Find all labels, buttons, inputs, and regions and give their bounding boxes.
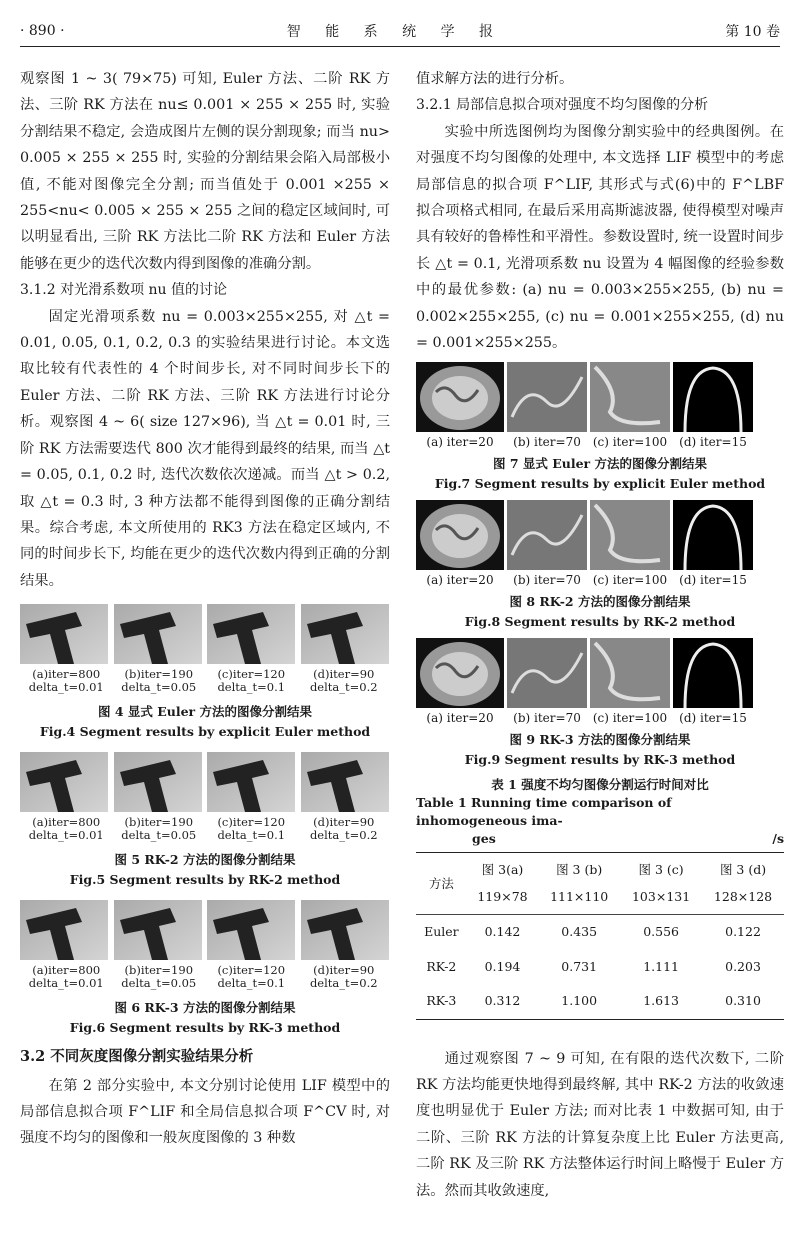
section-heading: 3.2 不同灰度图像分割实验结果分析 (20, 1048, 254, 1066)
subfigure-captions: (a) iter=20 (b) iter=70 (c) iter=100 (d) iter=15 (426, 573, 747, 588)
figure-caption-en: Fig.7 Segment results by explicit Euler method (434, 476, 766, 492)
figure-image (416, 362, 504, 432)
journal-name: 智 能 系 统 学 报 (286, 24, 504, 40)
figure-caption-cn: 图 6 RK-3 方法的图像分割结果 (114, 1000, 296, 1016)
figure-image (590, 500, 670, 570)
figure-7 (416, 362, 784, 494)
figure-image (507, 500, 587, 570)
subfigure-captions: (a)iter=800 delta_t=0.01 (b)iter=190 delta_t=0.05 (c)iter=120 delta_t=0.1 (d)iter=90 delta_t=0.2 (28, 963, 378, 991)
figure-image (673, 500, 753, 570)
subfigure-captions: (a) iter=20 (b) iter=70 (c) iter=100 (d) iter=15 (426, 435, 747, 450)
figure-caption-cn: 图 5 RK-2 方法的图像分割结果 (114, 852, 296, 868)
paragraph: 固定光滑项系数 nu = 0.003×255×255, 对 △t = 0.01, 0.05, 0.1, 0.2, 0.3 的实验结果进行讨论。本文选取比较有代表性的 4 个时间步长, 对不同时间步长下的 Euler 方法、二阶 RK 方法、三阶 RK 方法进行讨论分析。观察图 4 ~ 6( size 127×96), 当 △t = 0.01 时, 三阶 RK 方法需要迭代 800 次才能得到最终的结果, 而当 △t = 0.05, 0.1, 0.2 时, 迭代次数依次递减。而当 △t > 0.2, 取 △t = 0.3 时, 3 种方法都不能得到图像的正确分割结果。综合考虑, 本文所使用的 RK3 方法在稳定区域内, 不同的时间步长下, 均能在更少的迭代次数内得到正确的分割结果。 (20, 308, 390, 589)
running-header (20, 20, 780, 42)
figure-image (416, 638, 504, 708)
subfigure-captions: (a)iter=800 delta_t=0.01 (b)iter=190 delta_t=0.05 (c)iter=120 delta_t=0.1 (d)iter=90 delta_t=0.2 (28, 667, 378, 695)
figure-8 (416, 500, 784, 632)
paragraph: 通过观察图 7 ~ 9 可知, 在有限的迭代次数下, 二阶 RK 方法均能更快地得到最终解, 其中 RK-2 方法的收敛速度也明显优于 Euler 方法; 而对比表 1 中数据可知, 由于二阶、三阶 RK 方法的计算复杂度上比 Euler 方法更高, 二阶 RK 及三阶 RK 方法整体运行时间上略慢于 Euler 方法。然而其收敛速度, (416, 1050, 784, 1199)
figure-image (673, 638, 753, 708)
figure-caption-cn: 图 7 显式 Euler 方法的图像分割结果 (492, 456, 707, 472)
figure-6 (20, 900, 390, 1038)
table-row: RK-3 0.312 1.100 1.613 0.310 (426, 993, 761, 1009)
table-row: RK-2 0.194 0.731 1.111 0.203 (426, 958, 761, 974)
figure-image (507, 362, 587, 432)
figure-image (301, 752, 389, 812)
figure-image (673, 362, 753, 432)
table-row: Euler 0.142 0.435 0.556 0.122 (424, 924, 761, 940)
figure-image (20, 752, 108, 812)
figure-caption-cn: 图 8 RK-2 方法的图像分割结果 (509, 594, 691, 610)
figure-caption-en: Fig.4 Segment results by explicit Euler method (39, 724, 371, 740)
figure-caption-en: Fig.5 Segment results by RK-2 method (69, 872, 341, 888)
runtime-table (416, 853, 784, 1018)
right-column (416, 66, 784, 1204)
header-rule (20, 46, 780, 47)
figure-5 (20, 752, 390, 890)
section-heading: 3.2.1 局部信息拟合项对强度不均匀图像的分析 (416, 97, 709, 114)
figure-4 (20, 604, 390, 742)
figure-image (416, 500, 504, 570)
page-number: · 890 · (20, 23, 65, 39)
paragraph: 观察图 1 ~ 3( 79×75) 可知, Euler 方法、二阶 RK 方法、三阶 RK 方法在 nu≤ 0.001 × 255 × 255 时, 实验分割结果不稳定, 会造成图片左侧的误分割现象; 而当 nu> 0.005 × 255 × 255 时, 实验的分割结果会陷入局部极小值, 不能对图像完全分割; 而当值处于 0.001 ×255 × 255<nu< 0.005 × 255 × 255 之间的稳定区域间时, 可以明显看出, 三阶 RK 方法比二阶 RK 方法和 Euler 方法能够在更少的迭代次数内得到图像的准确分割。 (20, 71, 390, 272)
figure-caption-en: Fig.9 Segment results by RK-3 method (464, 752, 736, 768)
subfigure-captions: (a) iter=20 (b) iter=70 (c) iter=100 (d) iter=15 (426, 711, 747, 726)
figure-image (507, 638, 587, 708)
figure-image (590, 638, 670, 708)
figure-image (301, 900, 389, 960)
table-header: 方法 (416, 853, 467, 914)
paragraph: 实验中所选图例均为图像分割实验中的经典图例。在对强度不均匀图像的处理中, 本文选择 LIF 模型中的考虑局部信息的拟合项 F^LIF, 其形式与式(6)中的 F^LBF 拟合项格式相同, 在最后采用高斯滤波器, 使得模型对噪声具有较好的鲁棒性和平滑性。参数设置时, 统一设置时间步长 △t = 0.1, 光滑项系数 nu 设置为 4 幅图像的经验参数中的最优参数: (a) nu = 0.003×255×255, (b) nu = 0.002×255×255, (c) nu = 0.001×255×255, (d) nu = 0.001×255×255。 (416, 123, 784, 352)
figure-image (590, 362, 670, 432)
figure-caption-cn: 图 9 RK-3 方法的图像分割结果 (509, 732, 691, 748)
figure-caption-cn: 图 4 显式 Euler 方法的图像分割结果 (97, 704, 312, 720)
volume-number: 第 10 卷 (725, 24, 780, 40)
figure-caption-en: Fig.8 Segment results by RK-2 method (464, 614, 736, 630)
table-caption-cn: 表 1 强度不均匀图像分割运行时间对比 (491, 777, 709, 793)
figure-image (114, 604, 202, 664)
figure-image (20, 900, 108, 960)
figure-image (207, 752, 295, 812)
left-column (20, 66, 390, 1152)
figure-image (20, 604, 108, 664)
table-1 (416, 776, 784, 1019)
figure-image (207, 900, 295, 960)
table-caption-en-cont: ges (472, 831, 496, 847)
table-unit: /s (772, 831, 784, 847)
section-heading: 3.1.2 对光滑系数项 nu 值的讨论 (20, 282, 228, 299)
paragraph: 值求解方法的进行分析。 (416, 71, 574, 87)
table-caption-en: Table 1 Running time comparison of inhomogeneous ima- (416, 795, 672, 829)
figure-image (301, 604, 389, 664)
table-header-row: 方法 图 3(a) 119×78 图 3 (b) 111×110 图 3 (c) 103×131 图 3 (d) 128×128 (416, 853, 784, 914)
figure-image (114, 900, 202, 960)
figure-9 (416, 638, 784, 770)
figure-caption-en: Fig.6 Segment results by RK-3 method (69, 1020, 341, 1036)
figure-image (207, 604, 295, 664)
paragraph: 在第 2 部分实验中, 本文分别讨论使用 LIF 模型中的局部信息拟合项 F^LIF 和全局信息拟合项 F^CV 时, 对强度不均匀的图像和一般灰度图像的 3 种数 (20, 1077, 390, 1147)
figure-image (114, 752, 202, 812)
subfigure-captions: (a)iter=800 delta_t=0.01 (b)iter=190 delta_t=0.05 (c)iter=120 delta_t=0.1 (d)iter=90 delta_t=0.2 (28, 815, 378, 843)
